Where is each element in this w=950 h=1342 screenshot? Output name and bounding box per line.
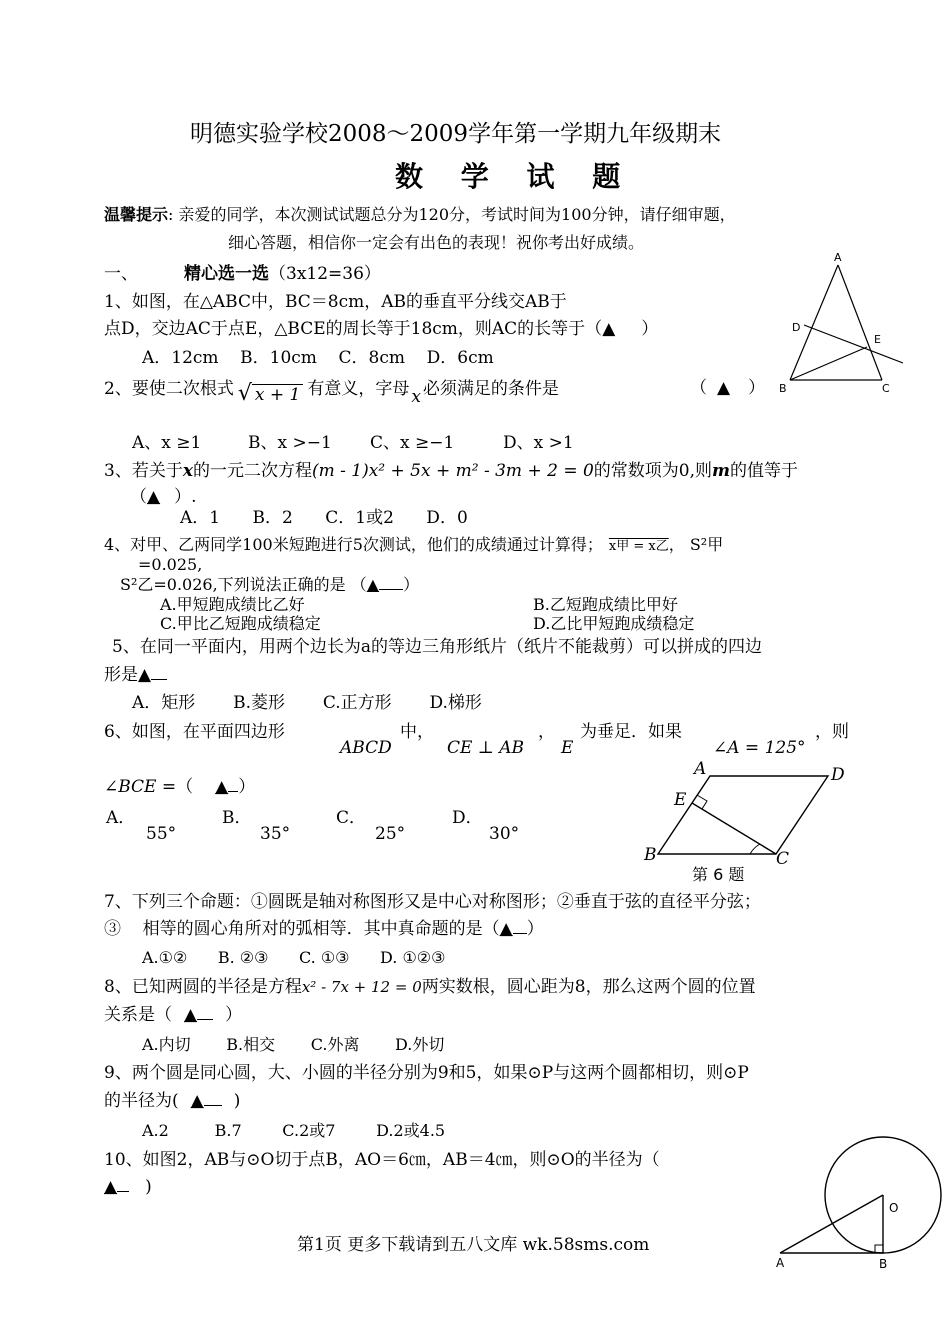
- right-angle-mark: [875, 1245, 883, 1253]
- paren-close: ）: [225, 1005, 243, 1025]
- q6-bce: ∠BCE =: [104, 777, 177, 797]
- answer-mark: ▲: [147, 487, 161, 507]
- q1-options: A．12cm B．10cm C．8cm D．6cm: [142, 348, 494, 368]
- q7-line2: [104, 918, 544, 940]
- section-name: 精心选一选: [184, 264, 269, 284]
- q6-value-c: 25°: [375, 824, 406, 844]
- radical-sign: √: [237, 381, 252, 406]
- q6-perp: CE ⊥ AB: [447, 738, 524, 758]
- label-d: D: [831, 765, 845, 785]
- paren-open: （: [130, 487, 147, 507]
- q2-answer: [690, 377, 765, 399]
- figure-caption: 第 6 题: [692, 865, 745, 884]
- q4-mean-formula: x甲 = x乙: [608, 539, 669, 554]
- answer-mark: ▲: [190, 1091, 204, 1111]
- q2-option-d: D、x >1: [503, 433, 574, 453]
- q2-variable: x: [411, 387, 421, 407]
- q4-stem2: S²乙=0.026,下列说法正确的是 （: [120, 575, 367, 594]
- q6-abcd: ABCD: [340, 738, 392, 758]
- q4-option-a: A.甲短跑成绩比乙好: [160, 595, 305, 614]
- q6-mid3: 为垂足．如果: [580, 722, 682, 742]
- q2-post: 必须满足的条件是: [422, 379, 559, 399]
- q2-option-a: A、x ≥1: [132, 433, 202, 453]
- side-ac: [838, 265, 882, 380]
- q5-line2: [104, 664, 167, 686]
- q3-mid: 的一元二次方程: [192, 461, 312, 481]
- q9-line1: 9、两个圆是同心圆，大、小圆的半径分别为9和5，如果⊙P与这两个圆都相切，则⊙P: [104, 1063, 749, 1083]
- page-title: 明德实验学校2008～2009学年第一学期九年级期末: [190, 121, 722, 147]
- page-footer: 第1页 更多下载请到五八文库 wk.58sms.com: [297, 1235, 650, 1255]
- q5-options: A．矩形 B.菱形 C.正方形 D.梯形: [132, 693, 482, 713]
- q4-option-d: D.乙比甲短跑成绩稳定: [533, 614, 695, 633]
- q6-label-a: A．: [106, 808, 136, 828]
- q6-angle: ∠A = 125°: [713, 738, 806, 758]
- q9-line2: [104, 1090, 240, 1112]
- q9-options: A.2 B.7 C.2或7 D.2或4.5: [142, 1121, 446, 1140]
- paren-close: ）: [526, 919, 544, 939]
- paren-close: ）: [748, 378, 766, 398]
- angle-arc: [750, 844, 760, 854]
- q3-equation: (m - 1)x² + 5x + m² - 3m + 2 = 0: [311, 461, 594, 481]
- q4-line2: =0.025,: [138, 555, 203, 574]
- q8-line2: [104, 1004, 242, 1026]
- q1-close: ）: [641, 319, 659, 339]
- q2-option-b: B、x >−1: [248, 433, 332, 453]
- label-b: B: [644, 845, 657, 865]
- q8-equation: x² - 7x + 12 = 0: [301, 978, 422, 996]
- q6-label-b: B．: [222, 808, 252, 828]
- answer-mark: ▲: [602, 319, 616, 339]
- q6-mid2: ，: [538, 722, 555, 742]
- q3-stem: [104, 460, 798, 482]
- circle-tangent-figure: [770, 1135, 950, 1270]
- q6-line2: [104, 776, 255, 798]
- q4-variance-jia: ， S²甲: [668, 535, 724, 554]
- label-o: O: [889, 1201, 899, 1215]
- q6-label-c: C．: [336, 808, 367, 828]
- q3-answer: [130, 486, 196, 508]
- q7-line1: 7、下列三个命题：①圆既是轴对称图形又是中心对称图形；②垂直于弦的直径平分弦；: [104, 892, 761, 912]
- q6-post: ，则: [815, 722, 849, 742]
- label-c: C: [776, 849, 790, 869]
- triangle-figure: [770, 245, 920, 405]
- answer-mark: ▲: [104, 1177, 118, 1197]
- label-e: E: [874, 333, 881, 346]
- answer-mark: ▲: [215, 777, 229, 797]
- paren-open: （: [176, 777, 194, 797]
- label-b: B: [779, 382, 787, 395]
- radicand: x + 1: [252, 384, 303, 405]
- q3-options: A．1 B．2 C．1或2 D．0: [180, 508, 468, 528]
- paren-close: ): [145, 1177, 152, 1197]
- answer-mark: ▲: [184, 1005, 198, 1025]
- segment-ao: [780, 1195, 883, 1253]
- q2-mid: 有意义，字母: [307, 379, 410, 399]
- q1-stem: 点D，交边AC于点E，△BCE的周长等于18cm，则AC的长等于（: [104, 319, 603, 339]
- q10-line1: 10、如图2，AB与⊙O切于点B，AO＝6㎝，AB＝4㎝，则⊙O的半径为（: [104, 1150, 660, 1170]
- answer-mark: ▲: [138, 665, 152, 685]
- q2-pre: 2、要使二次根式: [104, 379, 234, 399]
- q9-stem2: 的半径为(: [104, 1091, 179, 1111]
- q3-post2: 的值等于: [730, 461, 799, 481]
- label-c: C: [882, 382, 890, 395]
- segment-ce: [692, 803, 776, 854]
- q8-options: A.内切 B.相交 C.外离 D.外切: [142, 1035, 445, 1054]
- q3-pre: 3、若关于: [104, 461, 183, 481]
- q8-stem: 8、已知两圆的半径是方程: [104, 977, 302, 997]
- q3-m: m: [712, 461, 731, 481]
- label-a: A: [694, 759, 707, 779]
- q6-label-d: D．: [452, 808, 483, 828]
- label-e: E: [674, 790, 687, 810]
- q4-stem: 4、对甲、乙两同学100米短跑进行5次测试，他们的成绩通过计算得；: [104, 535, 603, 554]
- q10-line2: [104, 1176, 152, 1198]
- q7-options: A.①② B. ②③ C. ①③ D. ①②③: [142, 948, 446, 967]
- page-subtitle: 数 学 试 题: [395, 160, 635, 193]
- answer-mark: ▲: [717, 378, 731, 398]
- q4-line3: [120, 574, 419, 596]
- parallelogram-abcd: [658, 776, 828, 854]
- section-heading: [104, 263, 381, 285]
- paren-close: ）: [238, 777, 256, 797]
- tip-line1: [104, 204, 736, 226]
- perpendicular-bisector: [804, 325, 903, 363]
- answer-mark: ▲: [499, 919, 513, 939]
- q8-stem2: 关系是（: [104, 1005, 172, 1025]
- label-a: A: [834, 251, 842, 264]
- q6-mid1: 中，: [400, 722, 434, 742]
- q5-line1: 5、在同一平面内，用两个边长为a的等边三角形纸片（纸片不能裁剪）可以拼成的四边: [112, 637, 762, 657]
- label-b: B: [879, 1257, 888, 1270]
- q4-option-c: C.甲比乙短跑成绩稳定: [160, 614, 321, 633]
- q6-value-d: 30°: [489, 824, 520, 844]
- q6-pre: 6、如图，在平面四边形: [104, 722, 285, 742]
- q1-line1: 1、如图，在△ABC中，BC＝8cm，AB的垂直平分线交AB于: [104, 292, 567, 312]
- section-number: 一、: [104, 264, 138, 284]
- q6-value-b: 35°: [260, 824, 291, 844]
- answer-mark: ▲: [366, 575, 380, 594]
- label-d: D: [792, 321, 801, 334]
- q1-line2: [104, 318, 658, 340]
- q3-post: 的常数项为0,则: [593, 461, 713, 481]
- label-a: A: [776, 1256, 785, 1270]
- q7-stem2: ③ 相等的圆心角所对的弧相等．其中真命题的是（: [104, 919, 500, 939]
- q8-post: 两实数根，圆心距为8，那么这两个圆的位置: [421, 977, 756, 997]
- q2-option-c: C、x ≥−1: [370, 433, 455, 453]
- paren-open: （: [690, 378, 707, 398]
- q6-e: E: [561, 738, 574, 758]
- section-score: （3x12=36）: [269, 264, 381, 284]
- paren-close: ）: [403, 575, 420, 594]
- q8-line1: [104, 976, 756, 998]
- q5-stem2: 形是: [104, 665, 138, 685]
- q4-option-b: B.乙短跑成绩比甲好: [533, 595, 678, 614]
- paren-close: ）.: [174, 487, 197, 507]
- q6-value-a: 55°: [146, 824, 177, 844]
- q3-x: x: [182, 461, 193, 481]
- q2-stem: [104, 377, 559, 407]
- tip-text: : 亲爱的同学，本次测试试题总分为120分，考试时间为100分钟，请仔细审题，: [168, 205, 736, 224]
- tip-label: 温馨提示: [104, 205, 169, 224]
- parallelogram-figure: [640, 758, 860, 888]
- tip-line2: 细心答题，相信你一定会有出色的表现！祝你考出好成绩。: [228, 233, 645, 252]
- paren-close: ): [233, 1091, 241, 1111]
- sqrt-expression: [238, 383, 304, 406]
